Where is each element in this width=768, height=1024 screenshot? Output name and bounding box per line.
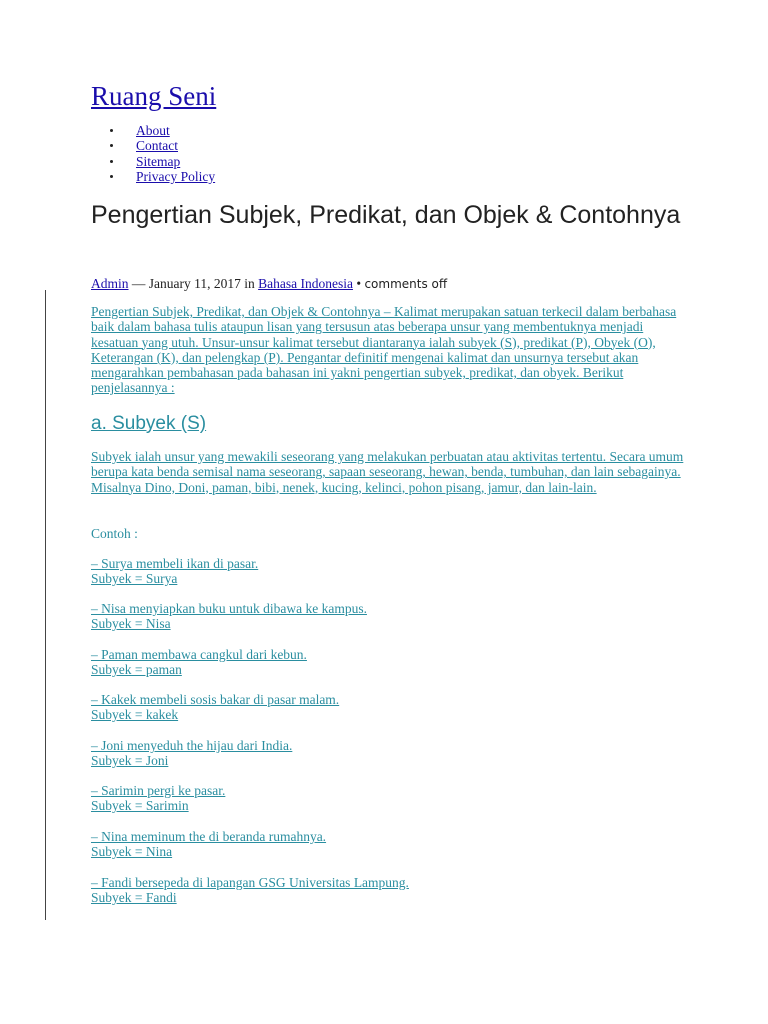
comments-status: comments off	[364, 277, 448, 291]
nav-link-about[interactable]: About	[136, 123, 170, 138]
example-sentence[interactable]: – Paman membawa cangkul dari kebun.	[91, 647, 307, 662]
example-sentence[interactable]: – Sarimin pergi ke pasar.	[91, 783, 226, 798]
nav-link-privacy-policy[interactable]: Privacy Policy	[136, 168, 216, 184]
example-item[interactable]	[91, 829, 326, 860]
post-title: Pengertian Subjek, Predikat, dan Objek & Contohnya	[91, 201, 681, 229]
intro-paragraph[interactable]	[91, 304, 681, 396]
example-item[interactable]	[91, 647, 307, 678]
section-heading-text[interactable]: a. Subyek (S)	[91, 413, 207, 434]
nav-item-contact	[136, 138, 215, 153]
example-sentence[interactable]: – Surya membeli ikan di pasar.	[91, 556, 259, 571]
example-sentence[interactable]: – Nina meminum the di beranda rumahnya.	[91, 829, 327, 844]
example-answer[interactable]: Subyek = Nisa	[91, 616, 171, 632]
example-answer[interactable]: Subyek = Fandi	[91, 890, 177, 906]
intro-link[interactable]: Pengertian Subjek, Predikat, dan Objek & Contohnya – Kalimat merupakan satuan terkecil dalam berbahasa baik dalam bahasa tulis ataupun lisan yang tersusun atas beberapa unsur yang membentuknya menjadi kesatuan yang utuh. Unsur-unsur kalimat tersebut diantaranya ialah subyek (S), predikat (P), Obyek (O), Keterangan (K), dan pelengkap (P). Pengantar definitif mengenai kalimat dan unsurnya tersebut akan mengarahkan pembahasan pada bahasan ini yakni pengertian subyek, predikat, dan obyek. Berikut penjelasannya :	[91, 304, 677, 396]
example-item[interactable]	[91, 556, 258, 587]
example-answer[interactable]: Subyek = Nina	[91, 844, 173, 860]
section-heading-subyek	[91, 412, 206, 436]
nav-menu	[90, 123, 215, 184]
author-link[interactable]: Admin	[91, 276, 129, 291]
nav-item-sitemap	[136, 154, 215, 169]
nav-item-privacy-policy	[136, 169, 215, 184]
example-item[interactable]	[91, 692, 339, 723]
example-answer[interactable]: Subyek = Joni	[91, 753, 169, 769]
example-answer[interactable]: Subyek = Surya	[91, 571, 178, 587]
meta-separator: •	[352, 276, 365, 291]
example-answer[interactable]: Subyek = kakek	[91, 707, 179, 723]
site-title	[91, 78, 216, 114]
example-item[interactable]	[91, 601, 367, 632]
nav-item-about	[136, 123, 215, 138]
example-sentence[interactable]: – Kakek membeli sosis bakar di pasar malam.	[91, 692, 340, 707]
example-item[interactable]	[91, 738, 292, 769]
example-sentence[interactable]: – Nisa menyiapkan buku untuk dibawa ke kampus.	[91, 601, 367, 616]
category-link[interactable]: Bahasa Indonesia	[258, 276, 353, 291]
subyek-definition[interactable]: Subyek ialah unsur yang mewakili seseorang yang melakukan perbuatan atau aktivitas tertentu. Secara umum berupa kata benda semisal nama seseorang, sapaan seseorang, hewan, benda, tumbuhan, dan lain sebagainya. Misalnya Dino, Doni, paman, bibi, nenek, kucing, kelinci, pohon pisang, jamur, dan lain-lain.	[91, 449, 684, 495]
example-item[interactable]	[91, 783, 225, 814]
margin-line	[45, 290, 46, 920]
site-title-link[interactable]: Ruang Seni	[91, 81, 217, 111]
post-date: — January 11, 2017 in	[128, 276, 259, 291]
example-item[interactable]	[91, 875, 409, 906]
example-sentence[interactable]: – Fandi bersepeda di lapangan GSG Universitas Lampung.	[91, 875, 409, 890]
example-answer[interactable]: Subyek = Sarimin	[91, 798, 189, 814]
example-answer[interactable]: Subyek = paman	[91, 662, 182, 678]
example-sentence[interactable]: – Joni menyeduh the hijau dari India.	[91, 738, 293, 753]
subyek-paragraph[interactable]	[91, 449, 691, 495]
post-meta	[91, 275, 447, 293]
nav-link-contact[interactable]: Contact	[136, 138, 178, 154]
contoh-label: Contoh :	[91, 526, 138, 541]
nav-link-sitemap[interactable]: Sitemap	[136, 153, 181, 169]
